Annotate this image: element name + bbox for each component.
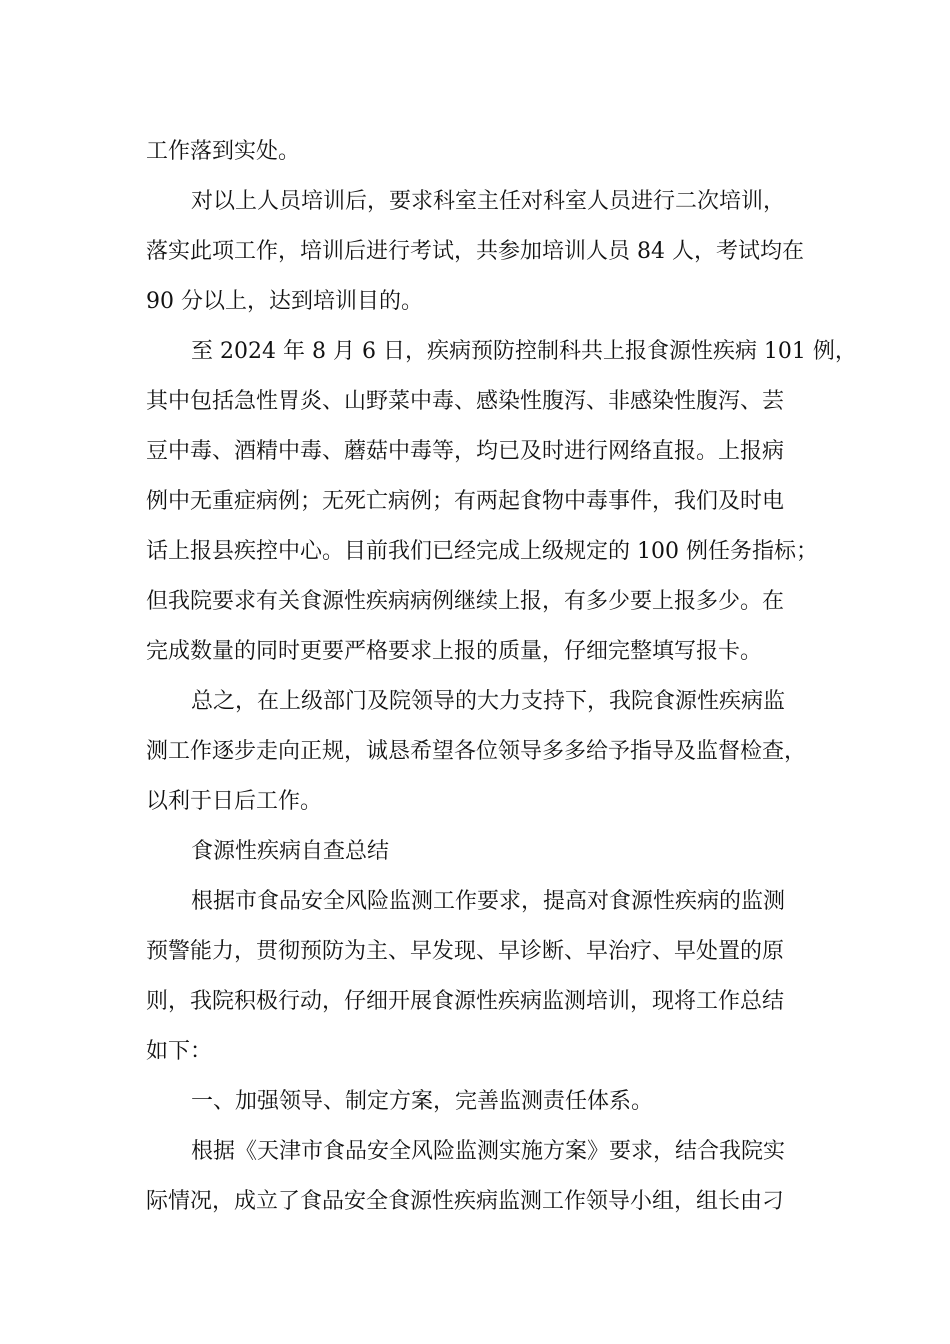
text-line: 但我院要求有关食源性疾病病例继续上报，有多少要上报多少。在 [146, 589, 785, 614]
text-line: 以利于日后工作。 [146, 789, 323, 814]
text-line: 话上报县疾控中心。目前我们已经完成上级规定的 100 例任务指标； [146, 539, 818, 564]
text-line: 如下： [146, 1039, 213, 1064]
text-line: 工作落到实处。 [146, 139, 301, 164]
subsection-heading: 一、加强领导、制定方案，完善监测责任体系。 [191, 1089, 654, 1114]
text-line: 其中包括急性胃炎、山野菜中毒、感染性腹泻、非感染性腹泻、芸 [146, 389, 785, 414]
text-line: 至 2024 年 8 月 6 日，疾病预防控制科共上报食源性疾病 101 例， [191, 339, 857, 364]
text-line: 总之，在上级部门及院领导的大力支持下，我院食源性疾病监 [191, 689, 786, 714]
text-line: 根据《天津市食品安全风险监测实施方案》要求，结合我院实 [191, 1139, 786, 1164]
text-line: 对以上人员培训后，要求科室主任对科室人员进行二次培训， [191, 189, 786, 214]
text-line: 落实此项工作，培训后进行考试，共参加培训人员 84 人，考试均在 [146, 239, 804, 264]
text-line: 90 分以上，达到培训目的。 [146, 289, 423, 314]
text-line: 根据市食品安全风险监测工作要求，提高对食源性疾病的监测 [191, 889, 786, 914]
text-line: 测工作逐步走向正规，诚恳希望各位领导多多给予指导及监督检查， [146, 739, 807, 764]
text-line: 例中无重症病例；无死亡病例；有两起食物中毒事件，我们及时电 [146, 489, 785, 514]
text-line: 则，我院积极行动，仔细开展食源性疾病监测培训，现将工作总结 [146, 989, 785, 1014]
text-line: 际情况，成立了食品安全食源性疾病监测工作领导小组，组长由刁 [146, 1189, 785, 1214]
section-heading: 食源性疾病自查总结 [191, 839, 390, 864]
text-line: 豆中毒、酒精中毒、蘑菇中毒等，均已及时进行网络直报。上报病 [146, 439, 785, 464]
text-line: 预警能力，贯彻预防为主、早发现、早诊断、早治疗、早处置的原 [146, 939, 785, 964]
text-line: 完成数量的同时更要严格要求上报的质量，仔细完整填写报卡。 [146, 639, 763, 664]
